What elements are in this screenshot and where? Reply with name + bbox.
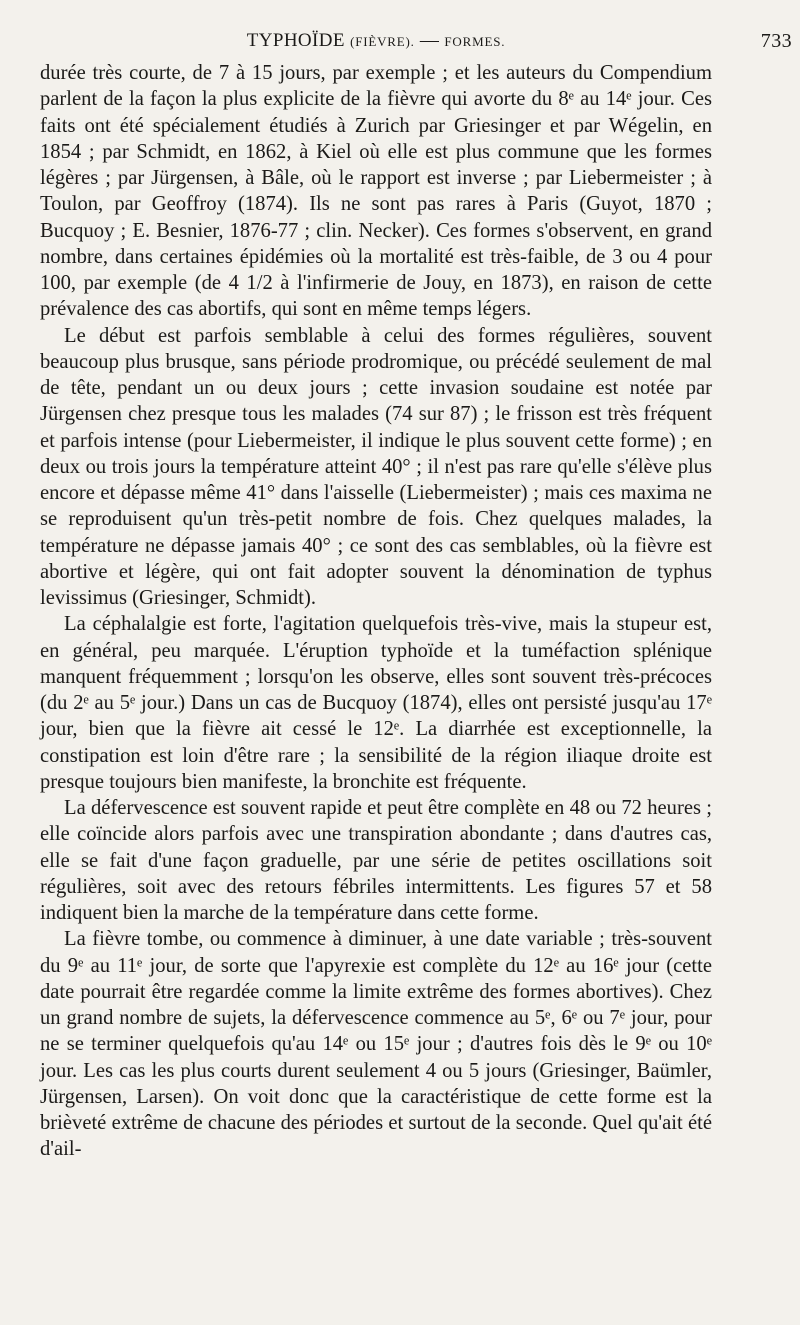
running-head (40, 30, 792, 60)
running-head-title: TYPHOÏDE (246, 30, 345, 51)
page-number: 733 (760, 30, 792, 52)
paragraph-fever-course: La fièvre tombe, ou commence à diminuer, à une date variable ; très-souvent du 9ᵉ au 11ᵉ jour, de sorte que l'apyrexie est complète du 12ᵉ au 16ᵉ jour (cette date pourrait être regardée comme la limite extrême des formes abortives). Chez un grand nombre de sujets, la défervescence commence au 5ᵉ, 6ᵉ ou 7ᵉ jour, pour ne se terminer quelquefois qu'au 14ᵉ ou 15ᵉ jour ; d'autres fois dès le 9ᵉ ou 10ᵉ jour. Les cas les plus courts durent seulement 4 ou 5 jours (Griesinger, Baümler, Jürgensen, Larsen). On voit donc que la caractéristique de cette forme est la brièveté extrême de chacune des périodes et surtout de la seconde. Quel qu'ait été d'ail- (40, 928, 712, 1161)
running-head-separator: — (419, 30, 445, 51)
paragraph-defervescence: La défervescence est souvent rapide et peut être complète en 48 ou 72 heures ; elle coïncide alors parfois avec une transpiration abondante ; dans d'autres cas, elle se fait d'une façon graduelle, par une série de petites oscillations soit régulières, soit avec des retours fébriles intermittents. Les figures 57 et 58 indiquent bien la marche de la température dans cette forme. (40, 797, 712, 924)
body-text (40, 60, 712, 1163)
running-head-qualifier: (FIÈVRE). (350, 34, 415, 49)
running-head-section: FORMES. (444, 34, 506, 49)
paragraph-continuation: durée très courte, de 7 à 15 jours, par exemple ; et les auteurs du Compendium parlent de la façon la plus explicite de la fièvre qui avorte du 8ᵉ au 14ᵉ jour. Ces faits ont été spécialement étudiés à Zurich par Griesinger et par Wégelin, en 1854 ; par Schmidt, en 1862, à Kiel où elle est plus commune que les formes légères ; par Jürgensen, à Bâle, où le rapport est inverse ; par Liebermeister ; à Toulon, par Geoffroy (1874). Ils ne sont pas rares à Paris (Guyot, 1870 ; Bucquoy ; E. Besnier, 1876-77 ; clin. Necker). Ces formes s'observent, en grand nombre, dans certaines épidémies où la mortalité est très-faible, de 3 ou 4 pour 100, par exemple (de 4 1/2 à l'infirmerie de Jouy, en 1873), en raison de cette prévalence des cas abortifs, qui sont en même temps légers. (40, 62, 712, 321)
paragraph-symptoms: La céphalalgie est forte, l'agitation quelquefois très-vive, mais la stupeur est, en général, peu marquée. L'éruption typhoïde et la tuméfaction splénique manquent fréquemment ; lorsqu'on les observe, elles sont souvent très-précoces (du 2ᵉ au 5ᵉ jour.) Dans un cas de Bucquoy (1874), elles ont persisté jusqu'au 17ᵉ jour, bien que la fièvre ait cessé le 12ᵉ. La diarrhée est exceptionnelle, la constipation est loin d'être rare ; la sensibilité de la région iliaque droite est presque toujours bien manifeste, la bronchite est fréquente. (40, 613, 712, 793)
paragraph-onset: Le début est parfois semblable à celui des formes régulières, souvent beaucoup plus brusque, sans période prodromique, ou précédé seulement de mal de tête, pendant un ou deux jours ; cette invasion soudaine est notée par Jürgensen chez presque tous les malades (74 sur 87) ; le frisson est très fréquent et parfois intense (pour Liebermeister, il indique le plus souvent cette forme) ; en deux ou trois jours la température atteint 40° ; il n'est pas rare qu'elle s'élève plus encore et dépasse même 41° dans l'aisselle (Liebermeister) ; mais ces maxima ne se reproduisent qu'un très-petit nombre de fois. Chez quelques malades, la température ne dépasse jamais 40° ; ce sont des cas semblables, où la fièvre est abortive et légère, qui ont fait adopter souvent la dénomination de typhus levissimus (Griesinger, Schmidt). (40, 324, 712, 609)
